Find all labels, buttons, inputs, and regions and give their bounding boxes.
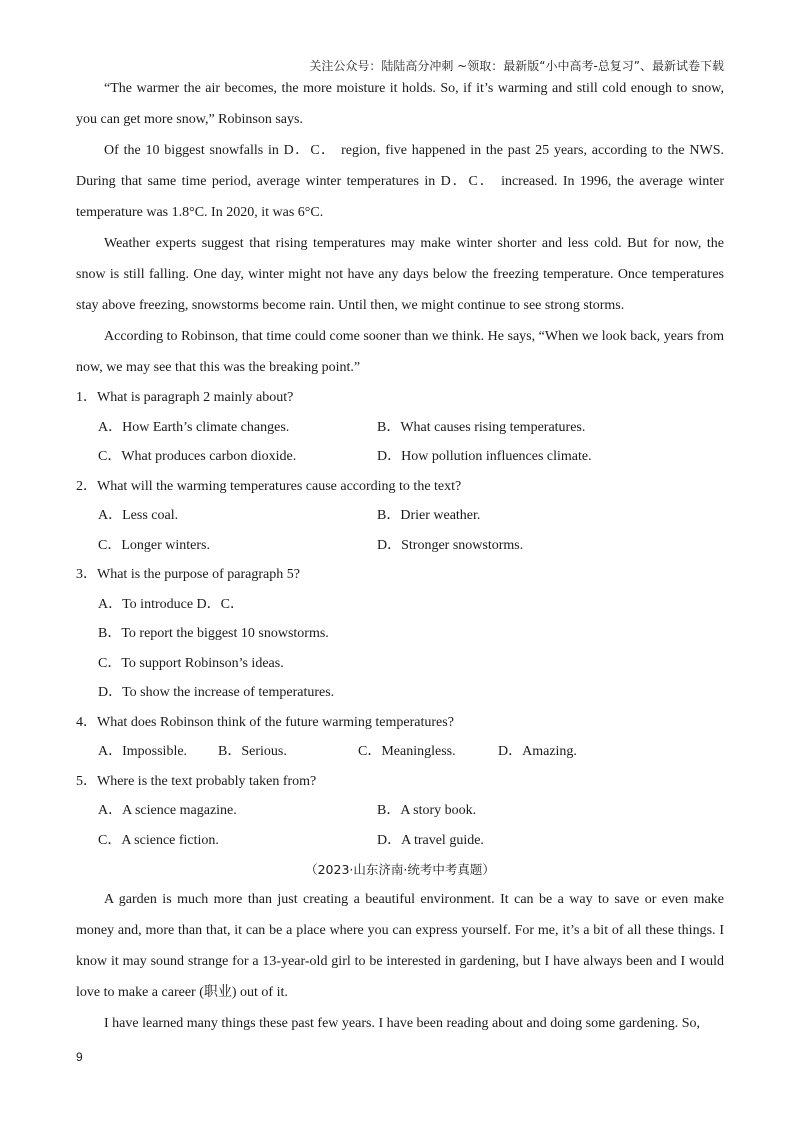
option-b: B．To report the biggest 10 snowstorms. — [98, 626, 329, 641]
paragraph: Weather experts suggest that rising temperatures may make winter shorter and less cold. But for now, the snow is still falling. One day, winter might not have any days below the freezing temperature. Once temperatures stay above freezing, snowstorms become rain. Until then, we might continue to see strong storms. — [76, 236, 724, 313]
option-list — [76, 737, 724, 767]
option-b: B．What causes rising temperatures. — [377, 419, 586, 435]
option-a: A．How Earth’s climate changes. — [98, 419, 290, 435]
source-citation: （2023·山东济南·统考中考真题） — [305, 862, 495, 877]
question-1 — [76, 383, 724, 472]
paragraph: A garden is much more than just creating a beautiful environment. It can be a way to save or even make money and, more than that, it can be a place where you can express yourself. For me, it’s a bit of all these things. I know it may sound strange for a 13-year-old girl to be interested in gardening, but I have always been and I would love to make a career (职业) out of it. — [76, 892, 724, 1000]
question-3 — [76, 560, 724, 708]
option-list — [76, 501, 724, 560]
question-2 — [76, 472, 724, 561]
option-c: C．A science fiction. — [98, 832, 219, 848]
question-stem: 1．What is paragraph 2 mainly about? — [76, 390, 294, 405]
paragraph: I have learned many things these past few years. I have been reading about and doing some gardening. So, — [104, 1016, 700, 1031]
option-b: B．Serious. — [218, 744, 287, 759]
paragraph: “The warmer the air becomes, the more moisture it holds. So, if it’s warming and still cold enough to snow, you can get more snow,” Robinson says. — [76, 81, 724, 127]
option-list — [76, 413, 724, 472]
question-stem: 3．What is the purpose of paragraph 5? — [76, 567, 300, 582]
page-number: 9 — [76, 1050, 83, 1064]
question-5 — [76, 767, 724, 856]
paragraph: According to Robinson, that time could come sooner than we think. He says, “When we look back, years from now, we may see that this was the breaking point.” — [76, 329, 724, 375]
option-c: C．Meaningless. — [358, 744, 456, 759]
page-header: 关注公众号：陆陆高分冲刺 ~领取：最新版“小中高考-总复习”、最新试卷下载 — [309, 59, 724, 73]
option-a: A．Impossible. — [98, 744, 188, 759]
option-a: A．Less coal. — [98, 508, 179, 523]
question-stem: 5．Where is the text probably taken from? — [76, 773, 317, 789]
option-b: B．Drier weather. — [377, 508, 481, 523]
option-a: A．To introduce D．C． — [98, 596, 245, 612]
option-b: B．A story book. — [377, 803, 477, 818]
paragraph: Of the 10 biggest snowfalls in D．C． region, five happened in the past 25 years, according to the NWS. During that same time period, average winter temperatures in D．C． increased. In 1996, the average winter temperature was 1.8°C. In 2020, it was 6°C. — [76, 143, 724, 220]
question-stem: 4．What does Robinson think of the future warming temperatures? — [76, 714, 454, 730]
option-d: D．Stronger snowstorms. — [377, 537, 524, 553]
option-list — [76, 590, 724, 708]
option-c: C．What produces carbon dioxide. — [98, 449, 297, 464]
option-d: D．Amazing. — [498, 744, 577, 759]
question-stem: 2．What will the warming temperatures cause according to the text? — [76, 478, 462, 494]
option-d: D．A travel guide. — [377, 832, 484, 848]
option-c: C．To support Robinson’s ideas. — [98, 655, 284, 671]
option-c: C．Longer winters. — [98, 537, 210, 553]
document-body — [76, 73, 724, 1039]
option-list — [76, 796, 724, 855]
option-d: D．To show the increase of temperatures. — [98, 685, 335, 700]
option-d: D．How pollution influences climate. — [377, 449, 592, 464]
option-a: A．A science magazine. — [98, 803, 237, 818]
question-4 — [76, 708, 724, 767]
